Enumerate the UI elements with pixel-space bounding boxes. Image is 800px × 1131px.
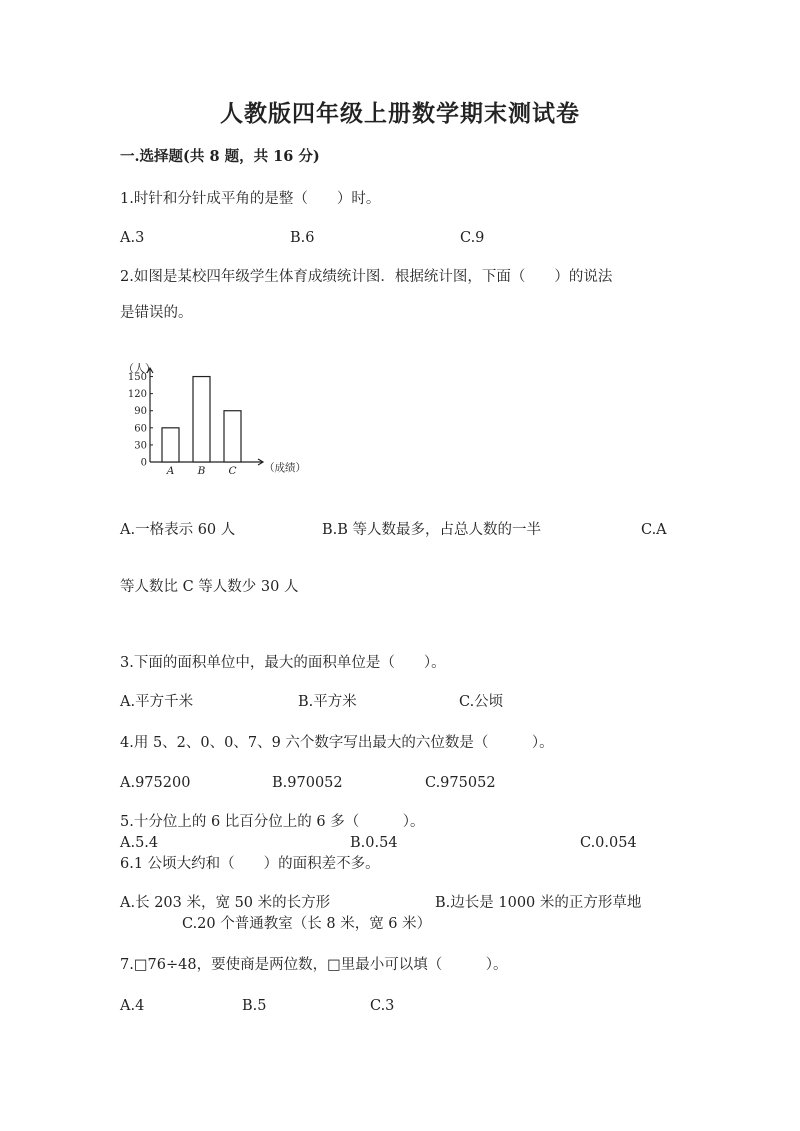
question-4-stem: 4.用 5、2、0、0、7、9 六个数字写出最大的六位数是（ ）。: [120, 735, 554, 751]
question-3-stem: 3.下面的面积单位中，最大的面积单位是（ ）。: [120, 655, 446, 671]
x-axis-label: （成绩）: [264, 462, 306, 474]
question-5-option-a: A.5.4: [120, 835, 159, 851]
bar-b: [193, 377, 210, 462]
bar-c: [224, 411, 241, 462]
section-heading: 一.选择题(共 8 题，共 16 分): [120, 148, 320, 165]
x-tick-label: C: [228, 465, 237, 477]
question-2-option-c: C.A: [641, 522, 667, 538]
question-5-option-b: B.0.54: [350, 835, 398, 851]
question-5-option-c: C.0.054: [580, 835, 637, 851]
y-tick-label: 150: [127, 372, 147, 384]
question-7-stem: 7.□76÷48，要使商是两位数，□里最小可以填（ ）。: [120, 957, 508, 973]
question-2-option-b: B.B 等人数最多，占总人数的一半: [322, 522, 542, 538]
y-tick-label: 120: [127, 389, 147, 401]
question-4-option-b: B.970052: [272, 775, 343, 791]
y-tick-label: 90: [134, 406, 147, 418]
question-4-option-c: C.975052: [425, 775, 496, 791]
question-2-stem-line2: 是错误的。: [120, 305, 193, 321]
question-7-option-c: C.3: [370, 998, 395, 1014]
question-5-stem: 5.十分位上的 6 比百分位上的 6 多（ ）。: [120, 814, 425, 830]
question-4-option-a: A.975200: [120, 775, 191, 791]
x-tick-label: B: [197, 465, 206, 477]
question-6-stem: 6.1 公顷大约和（ ）的面积差不多。: [120, 856, 380, 872]
bar-chart: [115, 358, 315, 483]
question-7-option-b: B.5: [242, 998, 267, 1014]
question-2-option-a: A.一格表示 60 人: [120, 522, 236, 538]
y-tick-label: 30: [134, 440, 147, 452]
x-tick-label: A: [166, 465, 175, 477]
question-1-option-b: B.6: [290, 230, 315, 246]
y-axis-label: （人）: [123, 362, 156, 375]
y-tick-label: 0: [140, 457, 147, 469]
page-title: 人教版四年级上册数学期末测试卷: [220, 100, 580, 127]
question-6-option-a: A.长 203 米，宽 50 米的长方形: [120, 895, 331, 911]
question-2-stem-line1: 2.如图是某校四年级学生体育成绩统计图．根据统计图，下面（ ）的说法: [120, 269, 613, 285]
question-7-option-a: A.4: [120, 998, 145, 1014]
y-tick-label: 60: [134, 423, 147, 435]
question-6-option-c: C.20 个普通教室（长 8 米，宽 6 米）: [182, 916, 432, 932]
question-1-option-a: A.3: [120, 230, 145, 246]
question-3-option-b: B.平方米: [298, 694, 357, 710]
question-3-option-a: A.平方千米: [120, 694, 194, 710]
question-3-option-c: C.公顷: [459, 694, 504, 710]
question-1-option-c: C.9: [460, 230, 485, 246]
question-2-option-c-continued: 等人数比 C 等人数少 30 人: [120, 579, 299, 595]
question-1-stem: 1.时针和分针成平角的是整（ ）时。: [120, 191, 381, 207]
question-6-option-b: B.边长是 1000 米的正方形草地: [435, 895, 642, 911]
bar-a: [162, 428, 179, 462]
